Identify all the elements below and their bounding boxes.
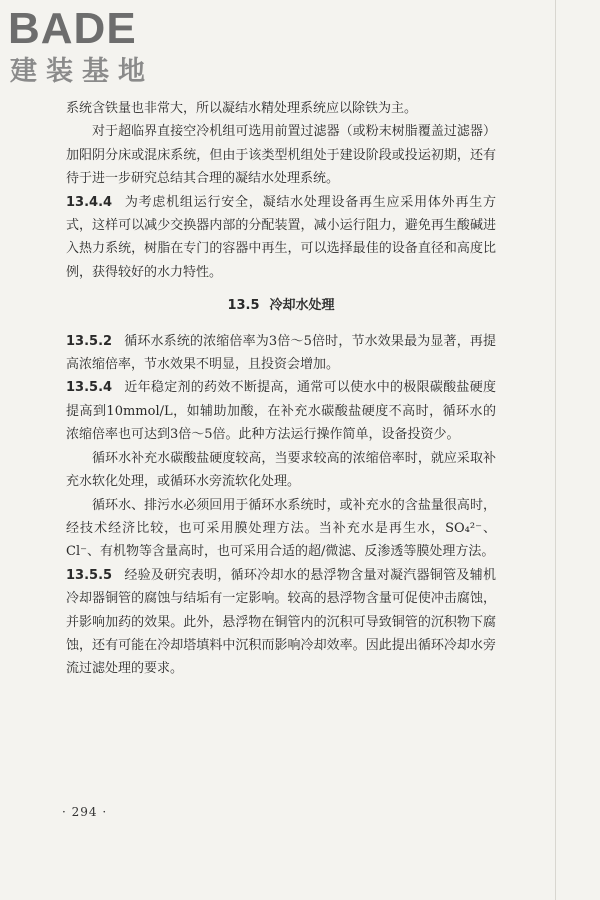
section-heading bbox=[66, 294, 496, 317]
section-number: 13.5 bbox=[227, 298, 260, 314]
page-fold-line bbox=[555, 0, 556, 900]
paragraph-softening: 循环水补充水碳酸盐硬度较高，当要求较高的浓缩倍率时，就应采取补充水软化处理，或循环水旁流软化处理。 bbox=[66, 450, 496, 490]
logo-chinese-name: 建装基地 bbox=[10, 56, 154, 87]
paragraph-iron-removal: 系统含铁量也非常大，所以凝结水精处理系统应以除铁为主。 bbox=[66, 101, 418, 116]
document-body bbox=[66, 97, 496, 681]
clause-number: 13.4.4 bbox=[66, 194, 113, 210]
paragraph-membrane: 循环水、排污水必须回用于循环水系统时，或补充水的含盐量很高时，经技术经济比较，也可采用膜处理方法。当补充水是再生水，SO₄²⁻、Cl⁻、有机物等含量高时，也可采用合适的超/微滤、反渗透等膜处理方法。 bbox=[66, 497, 496, 560]
bade-logo bbox=[8, 6, 178, 92]
clause-13-4-4 bbox=[66, 191, 496, 285]
page-number: · 294 · bbox=[62, 805, 108, 819]
logo-wordmark: BADE bbox=[8, 4, 137, 53]
clause-number: 13.5.2 bbox=[66, 333, 113, 349]
clause-number: 13.5.5 bbox=[66, 567, 113, 583]
clause-text: 循环水系统的浓缩倍率为3倍～5倍时，节水效果最为显著，再提高浓缩倍率，节水效果不明显，且投资会增加。 bbox=[66, 333, 496, 373]
paragraph-supercritical: 对于超临界直接空冷机组可选用前置过滤器（或粉末树脂覆盖过滤器）加阳阴分床或混床系统，但由于该类型机组处于建设阶段或投运初期，还有待于进一步研究总结其合理的凝结水处理系统。 bbox=[66, 124, 496, 187]
clause-13-5-5 bbox=[66, 564, 496, 681]
clause-text: 经验及研究表明，循环冷却水的悬浮物含量对凝汽器铜管及辅机冷却器铜管的腐蚀与结垢有一定影响。较高的悬浮物含量可促使冲击腐蚀，并影响加药的效果。此外，悬浮物在铜管内的沉积可导致铜管的沉积物下腐蚀，还有可能在冷却塔填料中沉积而影响冷却效率。因此提出循环冷却水旁流过滤处理的要求。 bbox=[66, 567, 496, 677]
clause-13-5-2 bbox=[66, 330, 496, 377]
clause-number: 13.5.4 bbox=[66, 380, 113, 396]
clause-13-5-4 bbox=[66, 376, 496, 446]
section-title: 冷却水处理 bbox=[269, 298, 335, 314]
clause-text: 近年稳定剂的药效不断提高，通常可以使水中的极限碳酸盐硬度提高到10mmol/L，如辅助加酸，在补充水碳酸盐硬度不高时，循环水的浓缩倍率也可达到3倍～5倍。此种方法运行操作简单，设备投资少。 bbox=[66, 380, 496, 443]
clause-text: 为考虑机组运行安全，凝结水处理设备再生应采用体外再生方式，这样可以减少交换器内部的分配装置，减小运行阻力，避免再生酸碱进入热力系统，树脂在专门的容器中再生，可以选择最佳的设备直径和高度比例，获得较好的水力特性。 bbox=[66, 194, 496, 280]
